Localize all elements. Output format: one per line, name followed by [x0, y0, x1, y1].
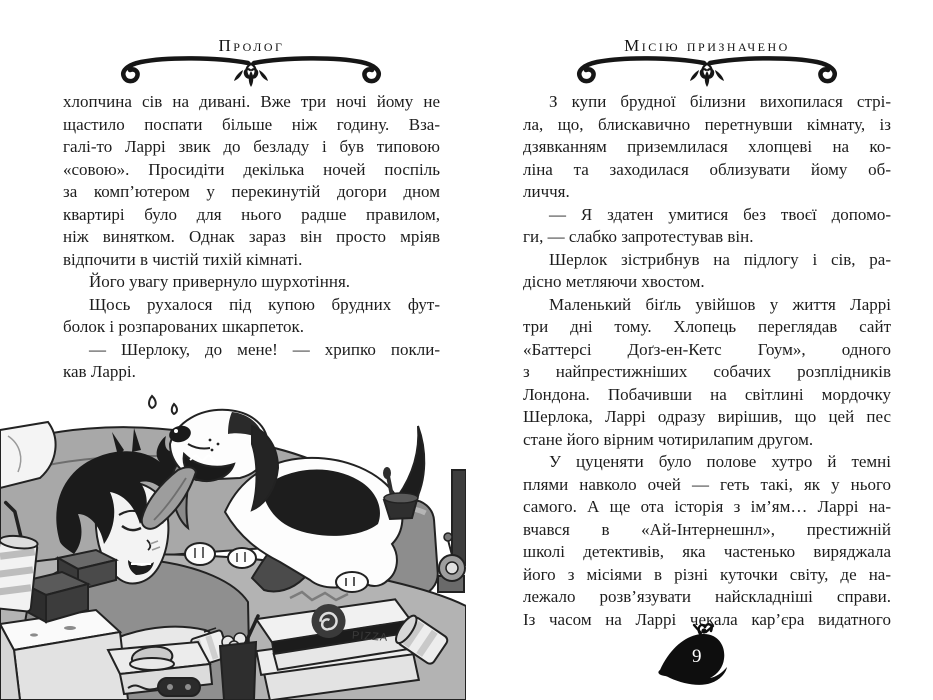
- text-line: Із часом на Ларрі чекала кар’єра видатного: [523, 609, 891, 629]
- text-line: У цуценяти було полове хутро й темні: [549, 452, 891, 471]
- text-line: З купи брудної білизни вихопилася стрі-: [549, 92, 891, 111]
- text-line: дзявканням приземлилася хлопцеві на ко-: [523, 137, 891, 156]
- left-page-text: [63, 91, 440, 384]
- text-line: «Баттерсі Доґз-ен-Кетс Гоум», одного: [523, 339, 891, 359]
- text-line: болок і розпарованих шкарпеток.: [63, 317, 305, 336]
- text-line: — Шерлоку, до мене! — хрипко покли-: [89, 339, 440, 359]
- text-line: галі-то Ларрі звик до безладу і був типовою: [63, 137, 440, 156]
- text-line: Шерлок зістрибнув на підлогу і сів, ра-: [549, 249, 891, 269]
- page-number: 9: [692, 646, 702, 667]
- text-line: ги, — слабко запротестував він.: [523, 227, 754, 246]
- text-line: — Я здатен умитися без твоєї допомо-: [549, 204, 891, 224]
- text-line: лежало розв’язувати найскладніші справи.: [523, 587, 891, 606]
- text-line: відпочити в чистій тихій кімнаті.: [63, 249, 303, 269]
- flourish-divider-icon: [111, 54, 391, 88]
- text-line: Його увагу привернуло шурхотіння.: [89, 272, 351, 291]
- text-line: Лондона. Побачивши на світлині мордочку: [523, 384, 891, 404]
- flourish-divider-icon: [567, 54, 847, 88]
- illustration-boy-and-beagle: [0, 392, 466, 700]
- sweat-drops: [149, 396, 177, 414]
- chapter-title-prologue: Пролог: [218, 36, 285, 55]
- text-line: ла, що, блискавично перетнувши кімнату, із: [523, 114, 891, 134]
- text-line: Шерлока, Ларрі одразу вирішив, що цей пес: [523, 407, 891, 426]
- text-line: школі детективів, яка частенько виряджала: [523, 542, 891, 561]
- text-line: ліна та заходилася облизувати йому об-: [523, 159, 891, 179]
- text-line: за комп’ютером у перекинутій догори дном: [63, 182, 440, 201]
- text-line: щастило поспати більше ніж годину. Вза-: [63, 114, 440, 134]
- text-line: личчя.: [523, 182, 570, 201]
- text-line: його з місіями в різні куточки світу, де на-: [523, 564, 891, 584]
- right-page-text: [523, 91, 891, 631]
- text-line: дісно метляючи хвостом.: [523, 272, 705, 291]
- text-line: вчався в «Ай-Інтернешнл», престижній: [523, 519, 891, 539]
- burger-and-controller: [108, 642, 212, 696]
- text-line: самого. А ще ота історія з ім’ям… Ларрі на-: [523, 497, 891, 516]
- text-line: з найпрестижніших собачих розплідників: [523, 362, 891, 381]
- page-number-hat-icon: [656, 620, 734, 690]
- pizza-box-label: PIZZA: [351, 629, 389, 644]
- text-line: три дні тому. Хлопець переглядав сайт: [523, 317, 891, 336]
- text-line: хлопчина сів на дивані. Вже три ночі йому не: [63, 92, 440, 111]
- text-line: кав Ларрі.: [63, 362, 136, 381]
- chapter-title-mission: Місію призначено: [624, 36, 790, 55]
- text-line: ніж винятком. Однак зараз він просто мріяв: [63, 227, 440, 246]
- text-line: плями навколо очей — геть такі, як у нього: [523, 474, 891, 494]
- text-line: Щось рухалося під купою брудних фут-: [89, 294, 440, 314]
- text-line: квартирі було для нього радше правилом,: [63, 204, 440, 224]
- text-line: «совою». Просидіти декілька ночей поспіль: [63, 159, 440, 179]
- text-line: Маленький біґль увійшов у життя Ларрі: [549, 294, 891, 314]
- text-line: стане його вірним чотирилапим другом.: [523, 429, 814, 449]
